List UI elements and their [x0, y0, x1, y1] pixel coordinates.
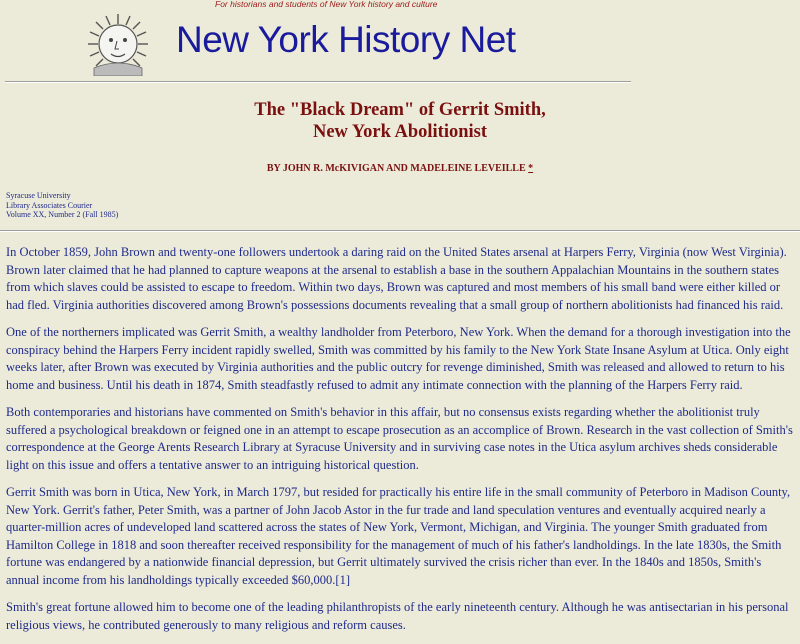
article-paragraph: In October 1859, John Brown and twenty-one followers undertook a daring raid on the United States arsenal at Harpers Ferry, Virginia (now West Virginia). Brown later claimed that he had planned to capture weapons at the arsenal to establish a base in the southern Appalachian Mountains in the southern states from which slaves could be assisted to escape to freedom. Within two days, Brown was captured and most members of his small band were either killed or had fled. Virginia authorities discovered among Brown's possessions documents revealing that a small group of northern abolitionists had financed his raid. [6, 245, 787, 312]
article-paragraph: Smith's great fortune allowed him to become one of the leading philanthropists of the early nineteenth century. Although he was antisectarian in his personal religious views, he contributed generously to many religious and reform causes. [6, 600, 789, 632]
article-title [0, 99, 800, 143]
site-title[interactable]: New York History Net [176, 19, 516, 60]
byline-footnote-link[interactable]: * [528, 163, 534, 174]
article-title-line-2: New York Abolitionist [312, 122, 488, 142]
article-paragraph: One of the northerners implicated was Gerrit Smith, a wealthy landholder from Peterboro, New York. When the demand for a thorough investigation into the conspiracy behind the Harpers Ferry incident rapidly swelled, Smith was committed by his family to the New York State Insane Asylum at Utica. Only eight weeks later, after Brown was executed by Virginia authorities and the public outcry for revenge diminished, Smith was released and allowed to return to his home and business. Until his death in 1874, Smith steadfastly refused to admit any intimate connection with the planning of the Harpers Ferry raid. [6, 325, 791, 392]
header-divider [5, 81, 631, 83]
article-body [6, 244, 796, 644]
byline [0, 163, 800, 174]
article-paragraph: Gerrit Smith was born in Utica, New York, in March 1797, but resided for practically his entire life in the small community of Peterboro in Madison County, New York. Gerrit's father, Peter Smith, was a partner of John Jacob Astor in the fur trade and land speculation ventures and eventually acquired nearly a quarter-million acres of undeveloped land scattered across the states of New York, Vermont, Michigan, and Virginia. The younger Smith graduated from Hamilton College in 1818 and soon thereafter received responsibility for the management of much of his father's landholdings. In the late 1830s, the Smith fortune was endangered by a nationwide financial depression, but Gerrit ultimately survived the crisis richer than ever. In the 1840s and 1850s, Smith's annual income from his landholdings typically exceeded $60,000.[1] [6, 485, 791, 587]
site-tagline: For historians and students of New York history and culture [215, 0, 438, 9]
article-paragraph: Both contemporaries and historians have commented on Smith's behavior in this affair, but no consensus exists regarding whether the abolitionist truly suffered a psychological breakdown or feigned one in an attempt to escape prosecution as an accomplice of Brown. Research in the vast collection of Smith's correspondence at the George Arents Research Library at Syracuse University and in surviving case notes in the Utica asylum archives sheds considerable light on this issue and offers a tentative answer to an intriguing historical question. [6, 405, 793, 472]
citation-line: Library Associates Courier [6, 200, 93, 210]
citation-line: Syracuse University [6, 191, 71, 200]
content-divider [0, 230, 800, 232]
sun-seal-logo[interactable] [86, 12, 150, 76]
byline-authors: BY JOHN R. McKIVIGAN AND MADELEINE LEVEILLE [266, 163, 526, 174]
citation-line: Volume XX, Number 2 (Fall 1985) [6, 210, 119, 219]
article-title-line-1: The "Black Dream" of Gerrit Smith, [254, 100, 546, 120]
publication-citation [6, 191, 118, 220]
